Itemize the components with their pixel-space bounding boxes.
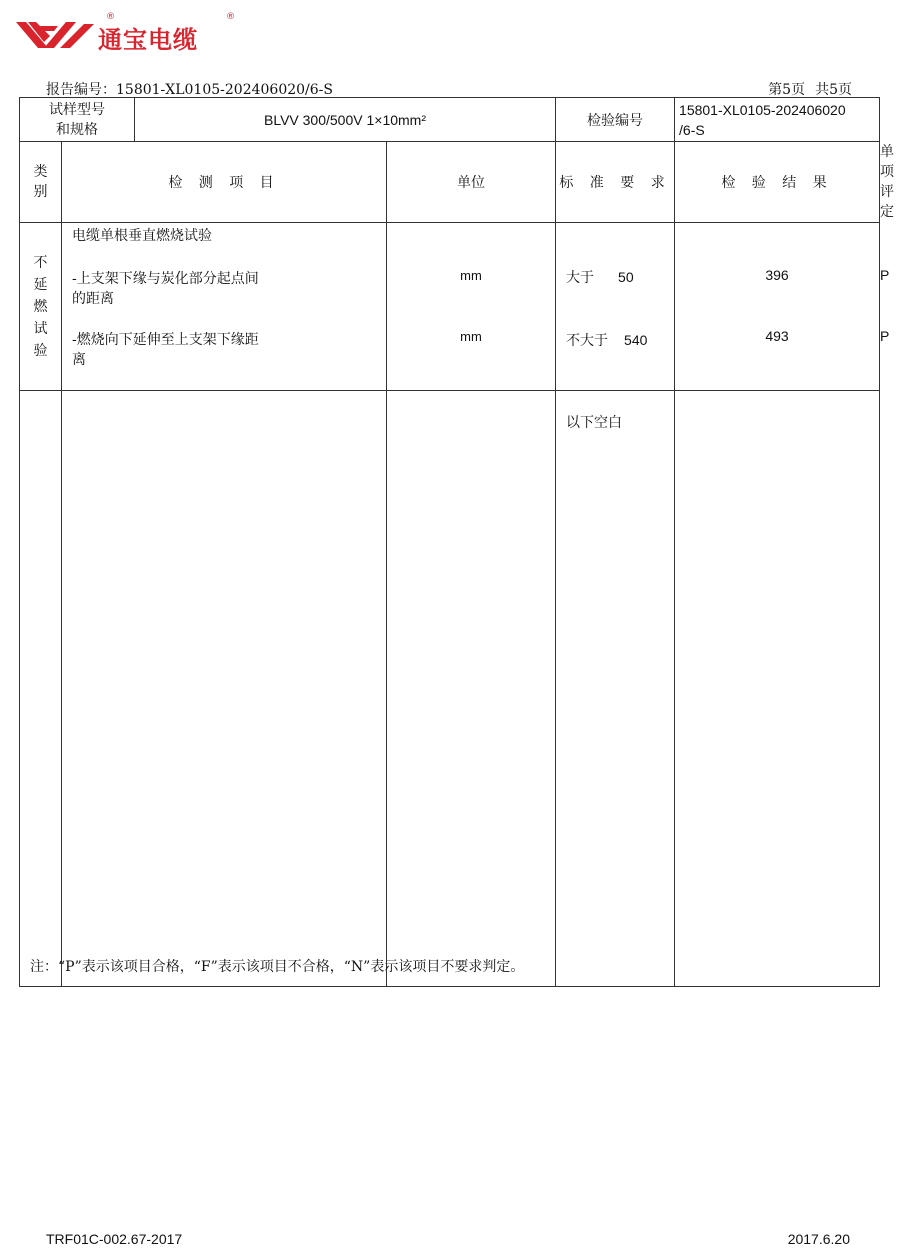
result-2: 493 bbox=[765, 328, 789, 344]
sample-value: BLVV 300/500V 1×10mm² bbox=[135, 98, 556, 142]
standard-2 bbox=[556, 330, 674, 350]
test-item-2-line2: 离 bbox=[72, 352, 86, 368]
test-item-1-line2: 的距离 bbox=[72, 291, 114, 307]
standard-2-value: 540 bbox=[624, 332, 648, 348]
legend-note: 注：“P”表示该项目合格，“F”表示该项目不合格，“N”表示该项目不要求判定。 bbox=[30, 959, 525, 975]
brand-logo bbox=[14, 14, 234, 54]
category-cell bbox=[20, 223, 62, 391]
result-1: 396 bbox=[765, 267, 789, 283]
category-char: 延 bbox=[33, 276, 48, 293]
test-item-1 bbox=[62, 266, 386, 309]
result-header: 检 验 结 果 bbox=[675, 142, 880, 223]
unit-1: mm bbox=[460, 268, 482, 283]
category-char: 不 bbox=[33, 254, 48, 271]
report-number: 报告编号：15801-XL0105-202406020/6-S bbox=[46, 82, 333, 98]
unit-cell bbox=[387, 223, 556, 391]
standard-1-value: 50 bbox=[618, 269, 634, 285]
test-title: 电缆单根垂直燃烧试验 bbox=[72, 228, 212, 244]
standard-1-prefix: 大于 bbox=[566, 270, 595, 286]
item-header: 检 测 项 目 bbox=[62, 142, 387, 223]
inspection-no-line1: 15801-XL0105-202406020 bbox=[679, 101, 846, 118]
result-cell bbox=[675, 223, 880, 391]
blank-cell bbox=[675, 391, 880, 987]
blank-row bbox=[20, 391, 880, 987]
sample-label-line1: 试样型号 bbox=[49, 101, 105, 118]
category-char: 燃 bbox=[33, 298, 48, 315]
column-header-row: 类 别 检 测 项 目 单位 标 准 要 求 检 验 结 果 单项 评定 bbox=[20, 142, 880, 223]
registered-mark: ® bbox=[106, 12, 115, 22]
form-number: TRF01C-002.67-2017 bbox=[46, 1231, 183, 1247]
brand-wing-icon bbox=[14, 14, 98, 54]
sample-info-row bbox=[20, 98, 880, 142]
standard-2-prefix: 不大于 bbox=[566, 333, 609, 349]
inspection-no-cell bbox=[675, 98, 880, 142]
standard-header: 标 准 要 求 bbox=[556, 142, 675, 223]
category-header-line1: 类 bbox=[33, 164, 48, 180]
test-item-2 bbox=[62, 327, 386, 370]
form-date: 2017.6.20 bbox=[787, 1231, 850, 1247]
category-header-line2: 别 bbox=[33, 184, 48, 200]
standard-cell bbox=[556, 223, 675, 391]
unit-header: 单位 bbox=[387, 142, 556, 223]
blank-cell bbox=[20, 391, 62, 987]
sample-label-cell bbox=[20, 98, 135, 142]
test-report-table bbox=[19, 97, 895, 987]
inspection-no-line2: /6-S bbox=[679, 121, 705, 138]
sample-label-line2: 和规格 bbox=[56, 121, 98, 138]
blank-cell bbox=[62, 391, 387, 987]
brand-name: 通宝电缆 bbox=[98, 26, 198, 54]
page-indicator bbox=[758, 79, 852, 99]
standard-1 bbox=[556, 267, 674, 287]
category-header bbox=[20, 142, 62, 223]
test-item-1-line1: -上支架下缘与炭化部分起点间 bbox=[72, 271, 259, 287]
page-current: 第5页 bbox=[768, 82, 806, 98]
test-items-cell bbox=[62, 223, 387, 391]
inspection-no-label: 检验编号 bbox=[556, 98, 675, 142]
category-char: 试 bbox=[33, 320, 48, 337]
blank-note: 以下空白 bbox=[556, 391, 675, 987]
page-total: 共5页 bbox=[815, 82, 852, 98]
test-row: 不 延 燃 试 验 电缆单根垂直燃烧试验 -上支架下缘与炭化部分起点间 的距离 -燃烧向下延伸至上支架下缘距 离 mm mm 大于 50 不大于 540 396 493 P P bbox=[20, 223, 880, 391]
test-item-2-line1: -燃烧向下延伸至上支架下缘距 bbox=[72, 332, 259, 348]
unit-2: mm bbox=[460, 329, 482, 344]
category-char: 验 bbox=[33, 342, 48, 359]
registered-mark: ® bbox=[226, 12, 235, 22]
blank-cell bbox=[387, 391, 556, 987]
